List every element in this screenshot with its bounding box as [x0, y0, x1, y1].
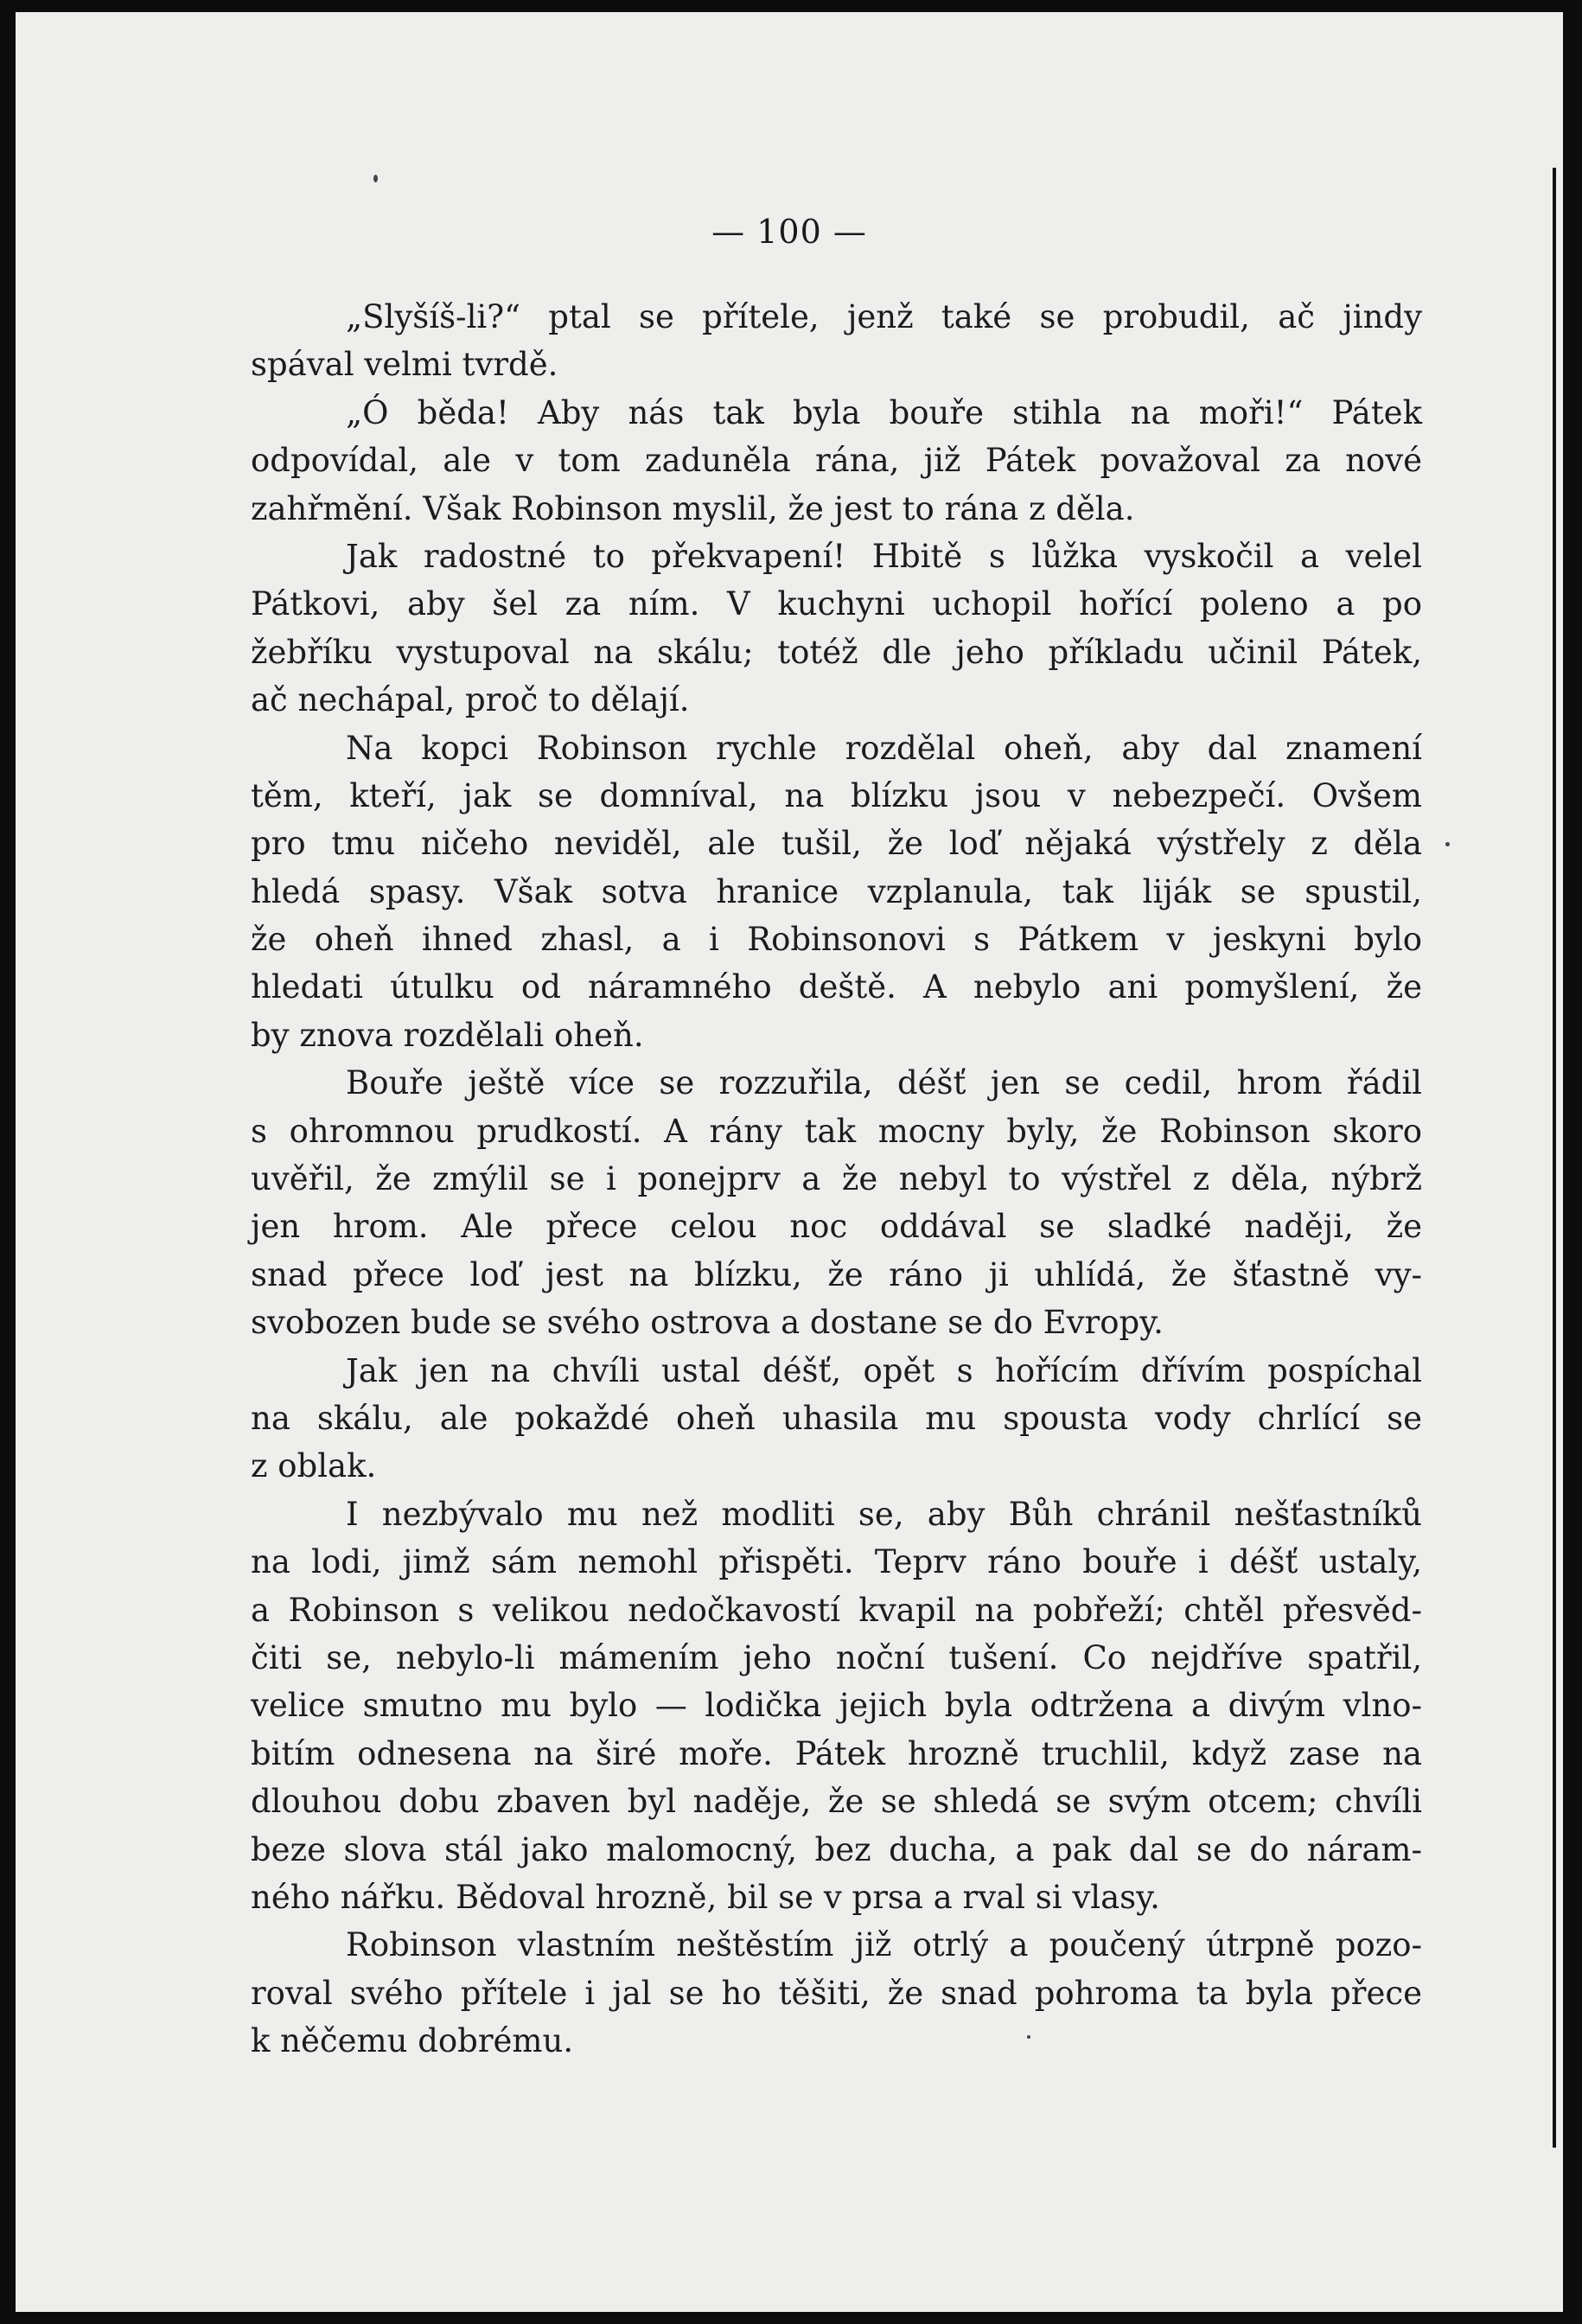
text-line: dlouhou dobu zbaven byl naděje, že se shledá se svým otcem; chvíli — [251, 1783, 1422, 1821]
text-line: Na kopci Robinson rychle rozdělal oheň, aby dal znamení — [346, 729, 1422, 767]
text-line: hledá spasy. Však sotva hranice vzplanula, tak liják se spustil, — [251, 872, 1422, 910]
text-line: by znova rozdělali oheň. — [251, 1016, 644, 1054]
text-line: s ohromnou prudkostí. A rány tak mocny byly, že Robinson skoro — [251, 1112, 1422, 1150]
text-line: jen hrom. Ale přece celou noc oddával se sladké naději, že — [251, 1208, 1422, 1246]
text-line: z oblak. — [251, 1447, 377, 1485]
text-line: snad přece loď jest na blízku, že ráno ji uhlídá, že šťastně vy- — [251, 1255, 1422, 1293]
text-line: „Ó běda! Aby nás tak byla bouře stihla na moři!“ Pátek — [346, 393, 1422, 431]
text-line: na lodi, jimž sám nemohl přispěti. Teprv ráno bouře i déšť ustaly, — [251, 1543, 1422, 1581]
text-line: žebříku vystupoval na skálu; totéž dle jeho příkladu učinil Pátek, — [251, 633, 1422, 671]
body-text — [251, 293, 1422, 2065]
text-line: ného nářku. Bědoval hrozně, bil se v prsa a rval si vlasy. — [251, 1878, 1160, 1916]
text-line: I nezbývalo mu než modliti se, aby Bůh chránil nešťastníků — [346, 1495, 1422, 1533]
text-line: bitím odnesena na širé moře. Pátek hrozně truchlil, když zase na — [251, 1734, 1422, 1772]
text-line: Robinson vlastním neštěstím již otrlý a poučený útrpně pozo- — [346, 1926, 1422, 1964]
text-line: čiti se, nebylo-li mámením jeho noční tušení. Co nejdříve spatřil, — [251, 1638, 1422, 1676]
text-line: těm, kteří, jak se domníval, na blízku jsou v nebezpečí. Ovšem — [251, 776, 1422, 814]
text-line: odpovídal, ale v tom zaduněla rána, již Pátek považoval za nové — [251, 442, 1422, 480]
text-line: uvěřil, že zmýlil se i ponejprv a že nebyl to výstřel z děla, nýbrž — [251, 1160, 1422, 1198]
text-line: Jak radostné to překvapení! Hbitě s lůžka vyskočil a velel — [346, 537, 1422, 575]
text-line: roval svého přítele i jal se ho těšiti, že snad pohroma ta byla přece — [251, 1974, 1422, 2012]
page-edge-shadow — [1553, 168, 1556, 2148]
text-line: svobozen bude se svého ostrova a dostane se do Evropy. — [251, 1304, 1164, 1342]
page-number: — 100 — — [711, 213, 867, 251]
text-line: velice smutno mu bylo — lodička jejich byla odtržena a divým vlno- — [251, 1687, 1422, 1725]
text-line: „Slyšíš-li?“ ptal se přítele, jenž také se probudil, ač jindy — [346, 298, 1422, 335]
book-page — [16, 12, 1563, 2312]
ink-speck — [373, 175, 378, 182]
text-line: hledati útulku od náramného deště. A nebylo ani pomyšlení, že — [251, 968, 1422, 1006]
text-line: a Robinson s velikou nedočkavostí kvapil na pobřeží; chtěl přesvěd- — [251, 1591, 1422, 1629]
text-line: beze slova stál jako malomocný, bez ducha, a pak dal se do náram- — [251, 1830, 1422, 1868]
text-line: Jak jen na chvíli ustal déšť, opět s hořícím dřívím pospíchal — [346, 1351, 1422, 1389]
text-line: na skálu, ale pokaždé oheň uhasila mu spousta vody chrlící se — [251, 1399, 1422, 1437]
text-line: že oheň ihned zhasl, a i Robinsonovi s Pátkem v jeskyni bylo — [251, 921, 1422, 959]
text-line: k něčemu dobrému. — [251, 2022, 574, 2060]
ink-speck — [1445, 842, 1450, 846]
text-line: pro tmu ničeho neviděl, ale tušil, že loď nějaká výstřely z děla — [251, 825, 1422, 863]
text-line: spával velmi tvrdě. — [251, 346, 558, 384]
text-line: Bouře ještě více se rozzuřila, déšť jen se cedil, hrom řádil — [346, 1064, 1422, 1102]
text-line: Pátkovi, aby šel za ním. V kuchyni uchopil hořící poleno a po — [251, 585, 1422, 623]
text-line: zahřmění. Však Robinson myslil, že jest to rána z děla. — [251, 489, 1135, 527]
text-line: ač nechápal, proč to dělají. — [251, 681, 690, 719]
